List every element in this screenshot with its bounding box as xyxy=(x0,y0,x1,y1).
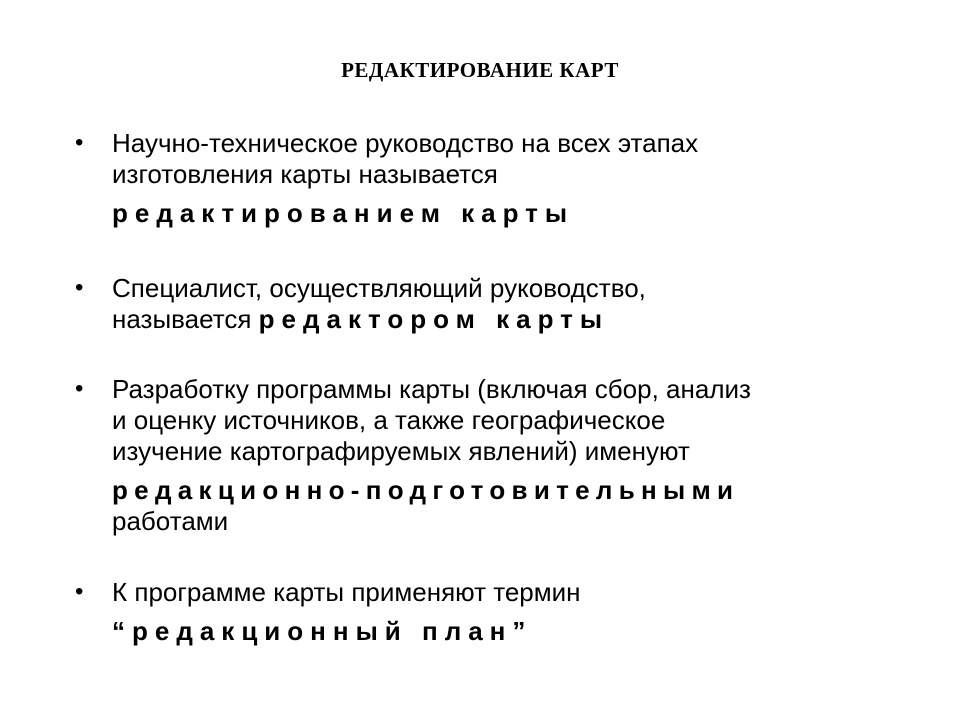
bullet-1-line-2: изготовления карты называется xyxy=(112,159,498,189)
bullet-1-term: редактированием карты xyxy=(112,198,575,228)
bullet-text-1 xyxy=(112,128,902,229)
bullet-2-term: редактором карты xyxy=(258,304,610,334)
bullet-2-line-2 xyxy=(112,304,902,335)
bullet-1-line-1: Научно-техническое руководство на всех этапах xyxy=(112,128,699,158)
bullet-3-term: редакционно-подготовительными xyxy=(112,475,740,505)
bullet-4-line-1: К программе карты применяют термин xyxy=(112,577,581,607)
bullet-dot-icon: • xyxy=(75,375,84,402)
bullet-text-4 xyxy=(112,577,902,647)
bullet-2-line-2-prefix: называется xyxy=(112,304,259,334)
bullet-dot-icon: • xyxy=(75,274,84,301)
bullet-3-line-5: работами xyxy=(112,506,229,536)
bullet-4-term: “редакционный план” xyxy=(112,616,533,646)
bullet-dot-icon: • xyxy=(75,129,84,156)
bullet-text-3 xyxy=(112,374,902,537)
bullet-3-line-2: и оценку источников, а также географическое xyxy=(112,405,666,435)
slide-title: РЕДАКТИРОВАНИЕ КАРТ xyxy=(341,58,619,82)
bullet-dot-icon: • xyxy=(75,578,84,605)
bullet-3-line-3: изучение картографируемых явлений) именуют xyxy=(112,436,690,466)
bullet-text-2 xyxy=(112,273,902,335)
bullet-2-line-1: Специалист, осуществляющий руководство, xyxy=(112,273,646,303)
bullet-3-line-1: Разработку программы карты (включая сбор, анализ xyxy=(112,374,751,404)
